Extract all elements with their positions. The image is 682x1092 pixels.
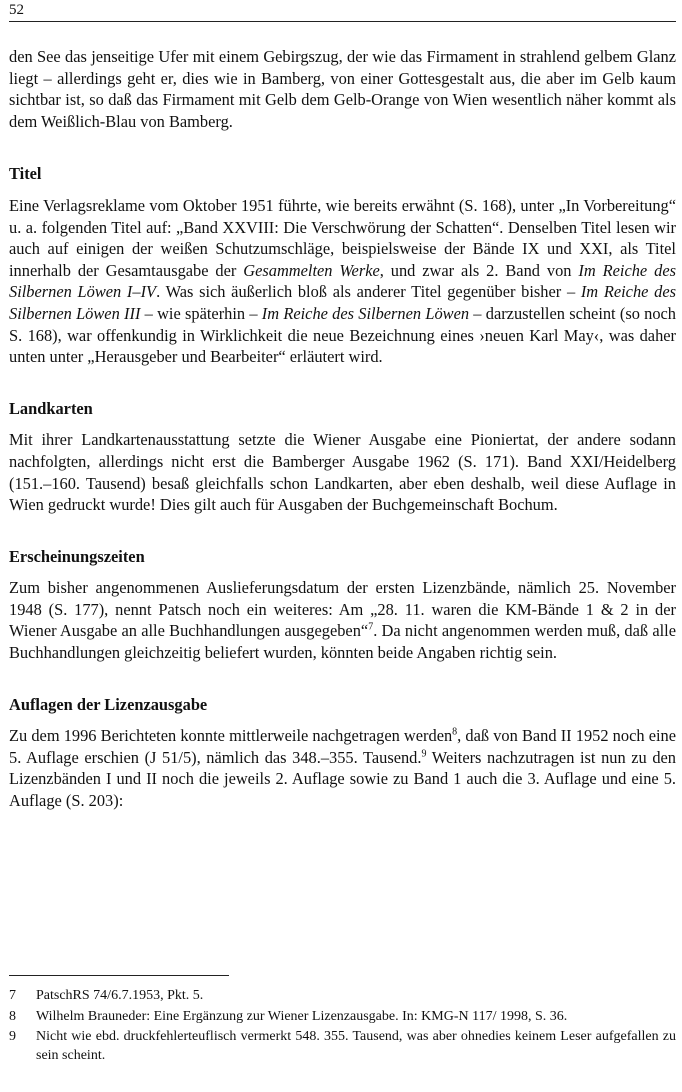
footnote [9,987,676,1006]
footnote-number: 7 [9,988,16,1003]
italic-title: Im Reiche des Silbernen Löwen I–IV [9,260,676,302]
body-text [9,46,676,842]
text-run: – darzustellen scheint (so noch S. 168), war offenkundig in Wirklichkeit die neue Bezeichnung eines ›neuen Karl May‹, was daher unten unter „Herausgeber und Bearbeiter“ erläutert wird. [9,303,677,367]
footnote [9,1008,676,1027]
footnote-text: Nicht wie ebd. druckfehlerteuflisch vermerkt 548. 355. Tausend, was aber ohnedies keinem Leser aufgefallen zu sein scheint. [36,1029,676,1063]
footnote [9,1028,676,1065]
heading-landkarten: Landkarten [9,398,93,418]
section-landkarten [9,398,676,516]
text-run: , daß von Band II 1952 noch eine 5. Auflage erschien (J 51/5), nämlich das 348.–355. Tausend. [9,726,676,767]
text-run: Zum bisher angenommenen Auslieferungsdatum der ersten Lizenzbände, nämlich 25. November 1948 (S. 177), nennt Patsch noch ein weiteres: Am „28. 11. waren die KM-Bände 1 & 2 in der Wiener Ausgabe an alle Buchhandlungen ausgegeben“ [9,578,676,641]
header-rule [9,21,676,22]
text-run: – wie späterhin – [140,303,262,323]
text-run: Eine Verlagsreklame vom Oktober 1951 führte, wie bereits erwähnt (S. 168), unter „In Vorbereitung“ u. a. folgenden Titel auf: „Band XXVIII: Die Verschwörung der Schatten“. Denselben Titel lesen wir auch auf einigen der weißen Schutzumschläge, beispielsweise der Bände IX und XXI, als Titel innerhalb der Gesamtausgabe der [9,195,676,280]
footnote-number: 8 [9,1008,16,1024]
heading-auflagen: Auflagen der Lizenzausgabe [9,694,208,714]
intro-paragraph: den See das jenseitige Ufer mit einem Gebirgszug, der wie das Firmament in strahlend gelbem Glanz liegt – allerdings geht er, dies wie in Bamberg, von einer Gottesgestalt aus, die aber im Gelb kaum sichtbar ist, so daß das Firmament mit Gelb dem Gelb-Orange von Wien wesentlich näher kommt als dem Weißlich-Blau von Bamberg. [9,47,676,131]
footnotes [9,987,676,1067]
text-run: , und zwar als 2. Band von [379,260,579,280]
titel-paragraph [9,195,676,368]
section-erscheinungszeiten [9,546,676,664]
erscheinungszeiten-paragraph [9,577,676,663]
footnote-ref[interactable]: 7 [368,622,374,633]
text-run: Weiters nachzutragen ist nun zu den Lizenzbänden I und II noch die jeweils 2. Auflage sowie zu Band 1 auch die 3. Auflage und eine 5. Auflage (S. 203): [9,747,676,811]
heading-titel: Titel [9,164,42,184]
footnote-text: PatschRS 74/6.7.1953, Pkt. 5. [36,988,204,1003]
text-run: . Da nicht angenommen werden muß, daß alle Buchhandlungen gleichzeitig beliefert wurden, könnten beide Angaben richtig sein. [9,621,676,663]
footnote-rule [9,975,229,976]
page-number: 52 [9,2,24,18]
italic-title: Im Reiche des Silbernen Löwen [261,303,470,323]
footnote-text: Wilhelm Brauneder: Eine Ergänzung zur Wiener Lizenzausgabe. In: KMG-N 117/ 1998, S. 36. [36,1008,568,1024]
italic-title: Im Reiche des Silbernen Löwen III [9,282,676,323]
footnote-ref[interactable]: 8 [452,726,458,738]
landkarten-paragraph: Mit ihrer Landkartenausstattung setzte die Wiener Ausgabe eine Pioniertat, der andere sodann nachfolgten, allerdings nicht erst die Bamberger Ausgabe 1962 (S. 171). Band XXI/Heidelberg (151.–160. Tausend) besaß gleichfalls schon Landkarten, aber eben deshalb, weil diese Auflage in Wien gedruckt wurde! Dies gilt auch für Ausgaben der Buchgemeinschaft Bochum. [9,430,676,515]
footnote-ref[interactable]: 9 [421,748,427,760]
auflagen-paragraph [9,725,676,811]
text-run: Zu dem 1996 Berichteten konnte mittlerweile nachgetragen werden [9,726,453,746]
italic-title: Gesammelten Werke [243,260,380,280]
heading-erscheinungszeiten: Erscheinungszeiten [9,546,145,566]
footnote-number: 9 [9,1029,16,1044]
section-auflagen [9,694,676,812]
section-titel [9,163,676,367]
text-run: . Was sich äußerlich bloß als anderer Titel gegenüber bisher – [156,282,581,302]
